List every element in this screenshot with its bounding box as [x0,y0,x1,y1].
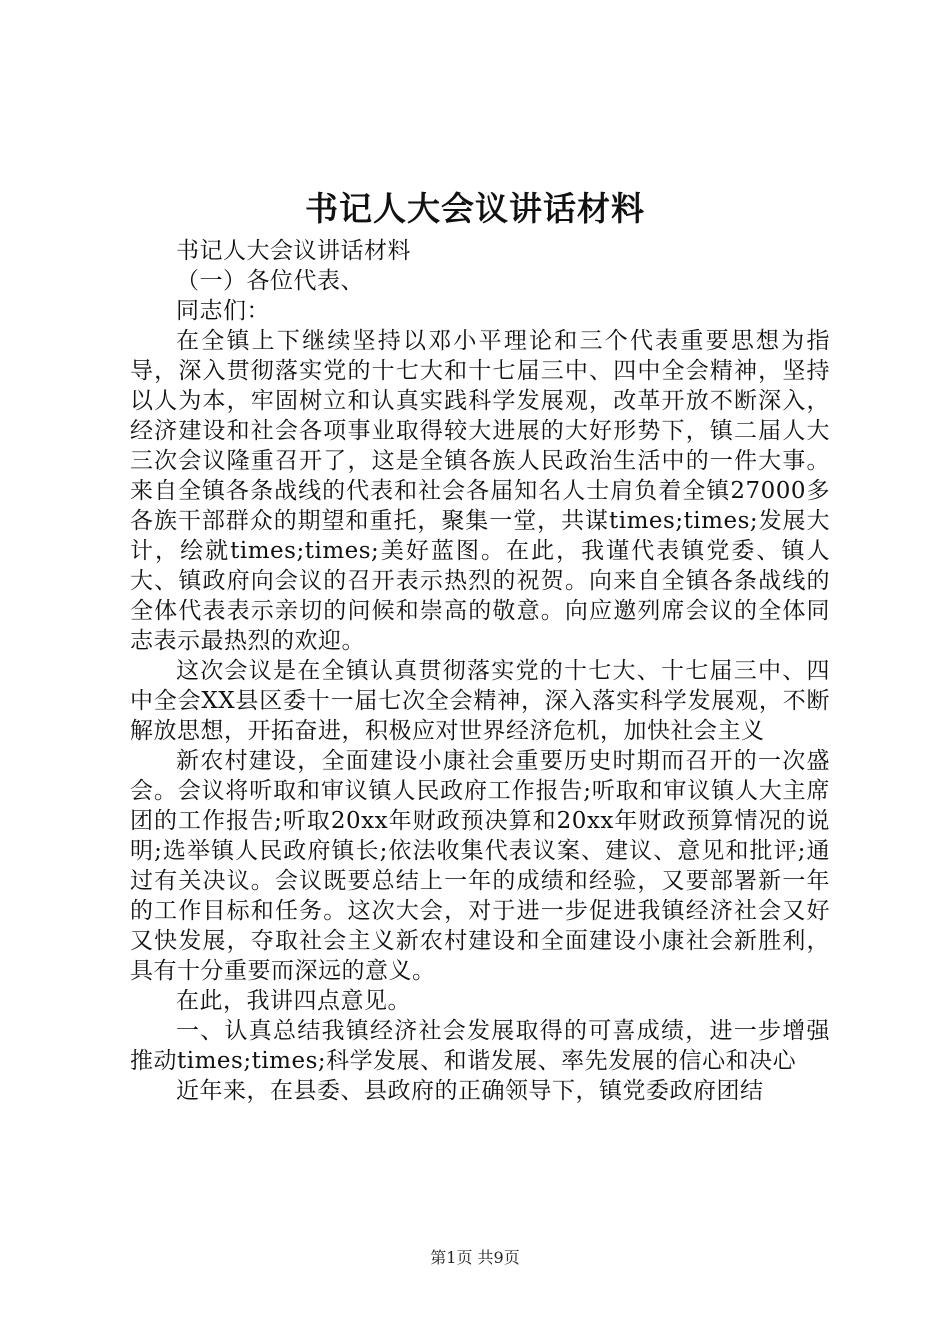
paragraph: 在全镇上下继续坚持以邓小平理论和三个代表重要思想为指导，深入贯彻落实党的十七大和十七届三中、四中全会精神，坚持以人为本，牢固树立和认真实践科学发展观，改革开放不断深入，经济建设和社会各项事业取得较大进展的大好形势下，镇二届人大三次会议隆重召开了，这是全镇各族人民政治生活中的一件大事。来自全镇各条战线的代表和社会各届知名人士肩负着全镇27000多各族干部群众的期望和重托，聚集一堂，共谋times;times;发展大计，绘就times;times;美好蓝图。在此，我谨代表镇党委、镇人大、镇政府向会议的召开表示热烈的祝贺。向来自全镇各条战线的全体代表表示亲切的问候和崇高的敬意。向应邀列席会议的全体同志表示最热烈的欢迎。 [130,328,830,654]
paragraph-salutation-comrades: 同志们： [176,298,270,324]
paragraph-salutation-delegates: （一）各位代表、 [176,268,364,294]
paragraph: 这次会议是在全镇认真贯彻落实党的十七大、十七届三中、四中全会XX县区委十一届七次全会精神，深入落实科学发展观，不断解放思想，开拓奋进，积极应对世界经济危机，加快社会主义 [130,658,830,744]
document-title: 书记人大会议讲话材料 [305,189,645,228]
paragraph: 在此，我讲四点意见。 [176,988,411,1014]
paragraph-subtitle: 书记人大会议讲话材料 [176,238,411,264]
section-heading: 一、认真总结我镇经济社会发展取得的可喜成绩，进一步增强推动times;times;科学发展、和谐发展、率先发展的信心和决心 [130,1018,830,1074]
page-footer: 第1页 共9页 [430,1248,520,1267]
document-body [130,236,830,1106]
paragraph: 新农村建设，全面建设小康社会重要历史时期而召开的一次盛会。会议将听取和审议镇人民政府工作报告;听取和审议镇人大主席团的工作报告;听取20xx年财政预决算和20xx年财政预算情况的说明;选举镇人民政府镇长;依法收集代表议案、建议、意见和批评;通过有关决议。会议既要总结上一年的成绩和经验，又要部署新一年的工作目标和任务。这次大会，对于进一步促进我镇经济社会又好又快发展，夺取社会主义新农村建设和全面建设小康社会新胜利，具有十分重要而深远的意义。 [130,748,830,984]
paragraph: 近年来，在县委、县政府的正确领导下，镇党委政府团结 [176,1078,764,1104]
